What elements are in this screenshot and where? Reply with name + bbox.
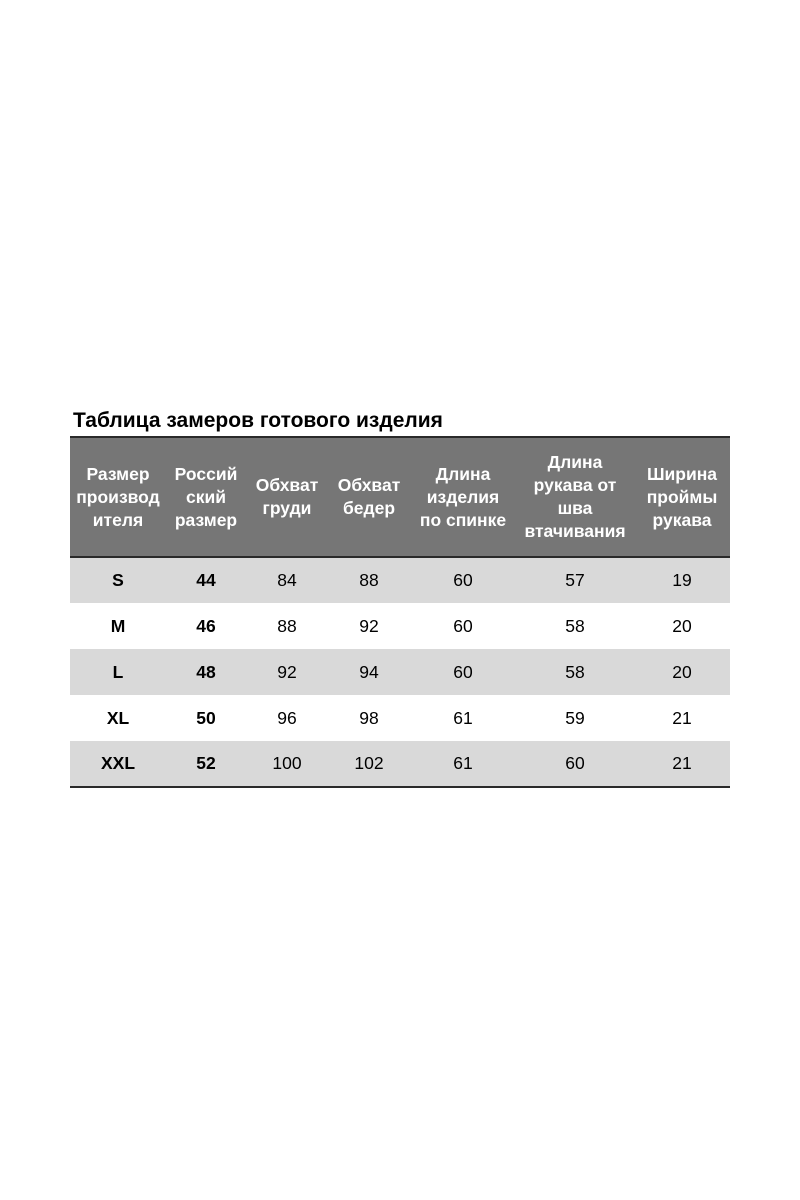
cell-chest: 100: [246, 741, 328, 787]
cell-back-length: 60: [410, 557, 516, 603]
header-armhole-width: Ширина проймы рукава: [634, 437, 730, 557]
cell-manufacturer-size: S: [70, 557, 166, 603]
cell-chest: 88: [246, 603, 328, 649]
cell-armhole-width: 20: [634, 603, 730, 649]
cell-russian-size: 44: [166, 557, 246, 603]
cell-hips: 92: [328, 603, 410, 649]
cell-hips: 98: [328, 695, 410, 741]
table-row: [70, 695, 730, 741]
cell-sleeve-length: 58: [516, 603, 634, 649]
cell-hips: 94: [328, 649, 410, 695]
table-title: Таблица замеров готового изделия: [73, 409, 443, 432]
cell-sleeve-length: 59: [516, 695, 634, 741]
cell-hips: 102: [328, 741, 410, 787]
cell-manufacturer-size: L: [70, 649, 166, 695]
cell-armhole-width: 21: [634, 741, 730, 787]
cell-armhole-width: 20: [634, 649, 730, 695]
header-manufacturer-size: Размер производ ителя: [70, 437, 166, 557]
table-row: [70, 741, 730, 787]
header-sleeve-length: Длина рукава от шва втачивания: [516, 437, 634, 557]
cell-russian-size: 46: [166, 603, 246, 649]
cell-russian-size: 52: [166, 741, 246, 787]
cell-manufacturer-size: XXL: [70, 741, 166, 787]
cell-sleeve-length: 57: [516, 557, 634, 603]
header-row: [70, 437, 730, 557]
cell-armhole-width: 19: [634, 557, 730, 603]
header-russian-size: Россий ский размер: [166, 437, 246, 557]
table-row: [70, 603, 730, 649]
cell-back-length: 60: [410, 603, 516, 649]
cell-russian-size: 50: [166, 695, 246, 741]
cell-manufacturer-size: XL: [70, 695, 166, 741]
cell-chest: 84: [246, 557, 328, 603]
cell-back-length: 61: [410, 741, 516, 787]
cell-russian-size: 48: [166, 649, 246, 695]
cell-manufacturer-size: M: [70, 603, 166, 649]
cell-chest: 96: [246, 695, 328, 741]
header-back-length: Длина изделия по спинке: [410, 437, 516, 557]
table-row: [70, 557, 730, 603]
header-hips: Обхват бедер: [328, 437, 410, 557]
table-row: [70, 649, 730, 695]
cell-armhole-width: 21: [634, 695, 730, 741]
cell-back-length: 60: [410, 649, 516, 695]
cell-sleeve-length: 58: [516, 649, 634, 695]
cell-hips: 88: [328, 557, 410, 603]
header-chest: Обхват груди: [246, 437, 328, 557]
size-chart-table: [70, 436, 730, 788]
cell-chest: 92: [246, 649, 328, 695]
cell-back-length: 61: [410, 695, 516, 741]
cell-sleeve-length: 60: [516, 741, 634, 787]
